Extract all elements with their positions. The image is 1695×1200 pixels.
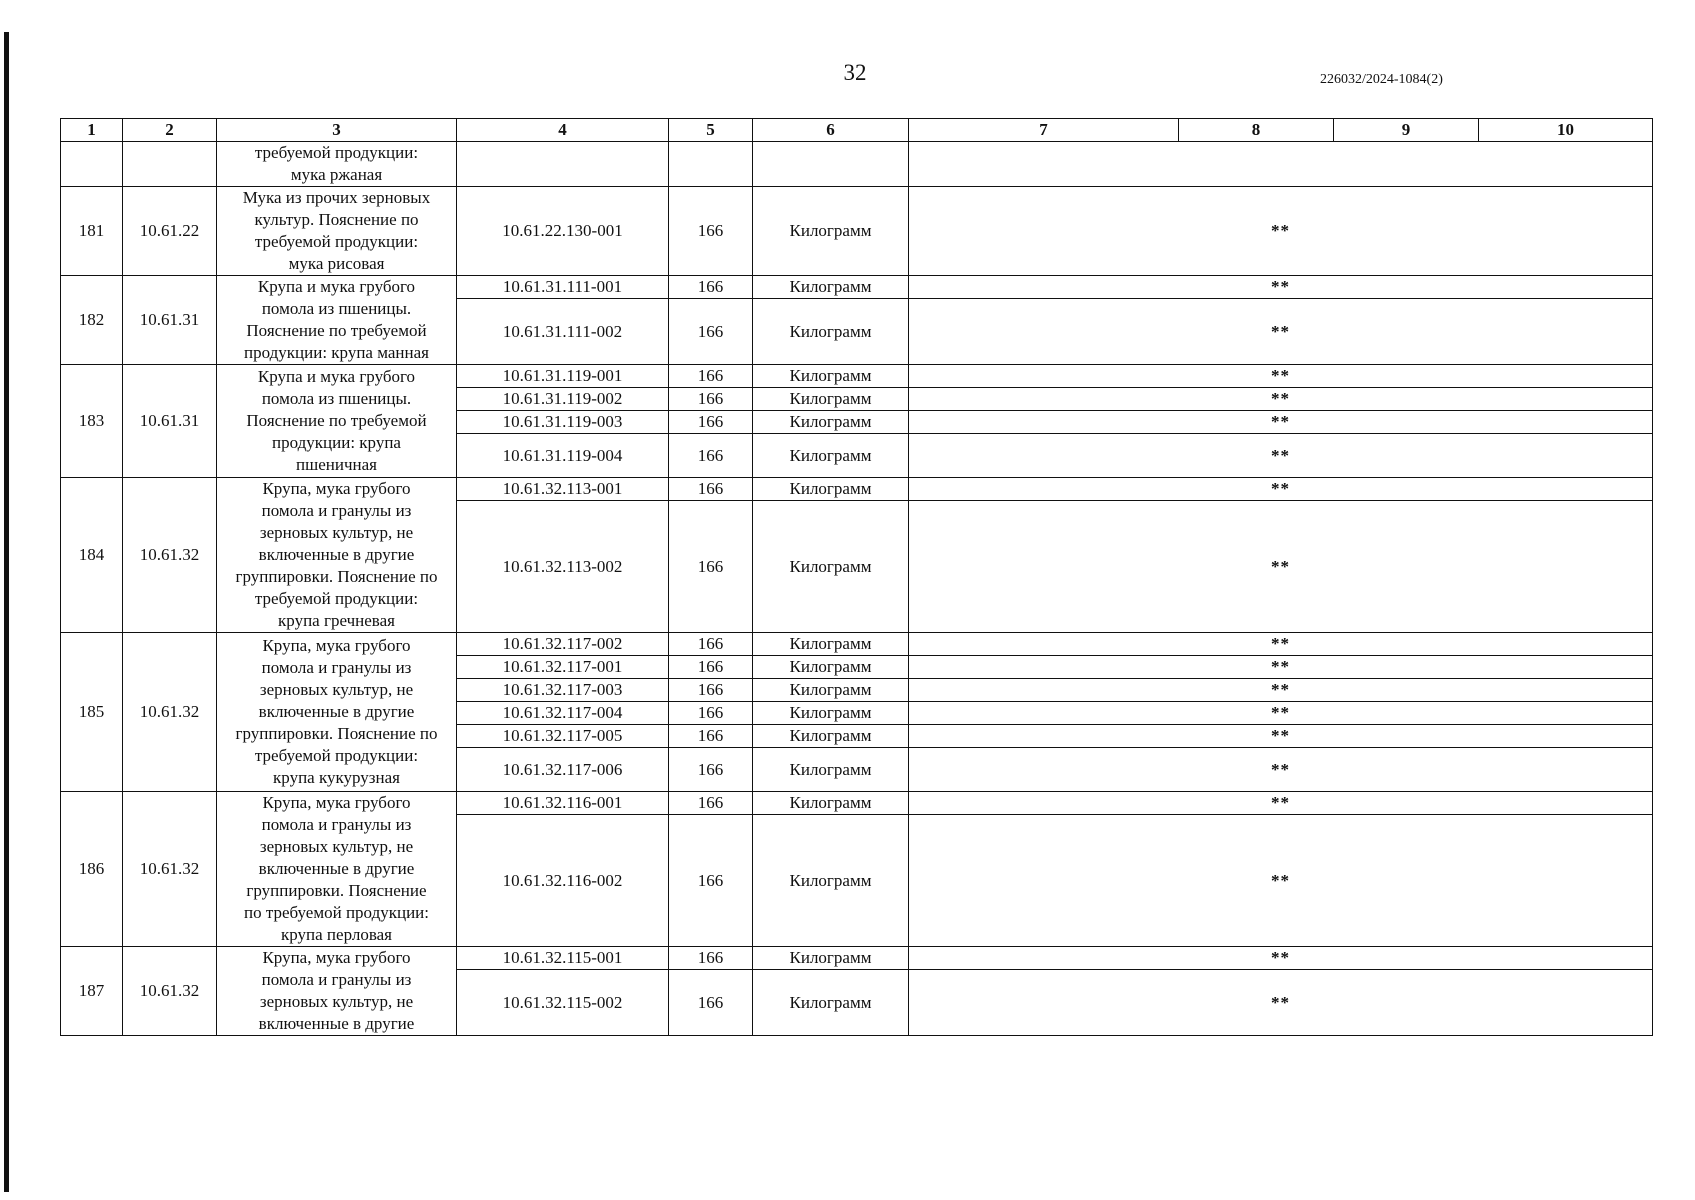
note-cell: **: [909, 656, 1653, 679]
okei-code-cell: 166: [669, 478, 753, 501]
product-name-cell: [217, 947, 457, 1036]
unit-cell: Килограмм: [753, 815, 909, 947]
table-row: [61, 276, 1653, 299]
note-cell: **: [909, 702, 1653, 725]
ktru-code-cell: 10.61.32.116-001: [457, 792, 669, 815]
okei-code-cell: 166: [669, 434, 753, 478]
document-reference: 226032/2024-1084(2): [1320, 72, 1443, 87]
specification-table: [60, 118, 1653, 1036]
okei-code-cell: 166: [669, 725, 753, 748]
product-name-line: по требуемой продукции:: [244, 903, 429, 922]
okpd-code-cell: 10.61.32: [123, 947, 217, 1036]
product-name-line: зерновых культур, не: [259, 680, 414, 699]
row-number-cell: 181: [61, 187, 123, 276]
note-cell: [909, 142, 1653, 187]
ktru-code-cell: [457, 142, 669, 187]
product-name-line: пшеничная: [296, 455, 377, 474]
product-name-line: группировки. Пояснение: [246, 881, 427, 900]
product-name-line: Крупа, мука грубого: [262, 479, 411, 498]
column-header: 2: [123, 119, 217, 142]
table-row: [61, 478, 1653, 501]
product-name-line: требуемой продукции:: [254, 143, 419, 162]
product-name-line: включенные в другие: [258, 702, 415, 721]
okpd-code-cell: 10.61.32: [123, 478, 217, 633]
ktru-code-cell: 10.61.31.119-001: [457, 365, 669, 388]
product-name-line: помола и гранулы из: [261, 815, 412, 834]
product-name-cell: [217, 792, 457, 947]
product-name-line: группировки. Пояснение по: [235, 567, 438, 586]
product-name-line: требуемой продукции:: [254, 232, 419, 251]
product-name-cell: [217, 142, 457, 187]
note-cell: **: [909, 970, 1653, 1036]
product-name-line: Крупа, мука грубого: [262, 948, 411, 967]
unit-cell: Килограмм: [753, 792, 909, 815]
product-name-line: крупа перловая: [281, 925, 392, 944]
note-cell: **: [909, 478, 1653, 501]
note-cell: **: [909, 725, 1653, 748]
ktru-code-cell: 10.61.22.130-001: [457, 187, 669, 276]
okei-code-cell: 166: [669, 792, 753, 815]
unit-cell: Килограмм: [753, 501, 909, 633]
column-header: 5: [669, 119, 753, 142]
product-name-line: Пояснение по требуемой: [246, 321, 427, 340]
product-name-line: крупа кукурузная: [273, 768, 400, 787]
ktru-code-cell: 10.61.31.119-002: [457, 388, 669, 411]
okpd-code-cell: [123, 142, 217, 187]
table-header: [61, 119, 1653, 142]
unit-cell: Килограмм: [753, 187, 909, 276]
okpd-code-cell: 10.61.32: [123, 792, 217, 947]
okei-code-cell: [669, 142, 753, 187]
okpd-code-cell: 10.61.22: [123, 187, 217, 276]
row-number-cell: 187: [61, 947, 123, 1036]
product-name-line: помола и гранулы из: [261, 658, 412, 677]
product-name-line: продукции: крупа манная: [244, 343, 429, 362]
product-name-line: включенные в другие: [258, 545, 415, 564]
ktru-code-cell: 10.61.32.117-001: [457, 656, 669, 679]
okei-code-cell: 166: [669, 411, 753, 434]
column-header: 4: [457, 119, 669, 142]
okei-code-cell: 166: [669, 299, 753, 365]
column-header: 10: [1479, 119, 1653, 142]
product-name-line: Крупа и мука грубого: [257, 367, 416, 386]
okei-code-cell: 166: [669, 276, 753, 299]
note-cell: **: [909, 792, 1653, 815]
okpd-code-cell: 10.61.31: [123, 365, 217, 478]
okei-code-cell: 166: [669, 815, 753, 947]
okei-code-cell: 166: [669, 501, 753, 633]
product-name-line: культур. Пояснение по: [254, 210, 419, 229]
unit-cell: Килограмм: [753, 411, 909, 434]
ktru-code-cell: 10.61.31.111-001: [457, 276, 669, 299]
unit-cell: Килограмм: [753, 947, 909, 970]
product-name-cell: [217, 633, 457, 792]
product-name-line: зерновых культур, не: [259, 523, 414, 542]
note-cell: **: [909, 276, 1653, 299]
ktru-code-cell: 10.61.32.115-002: [457, 970, 669, 1036]
table-row: [61, 947, 1653, 970]
note-cell: **: [909, 633, 1653, 656]
ktru-code-cell: 10.61.32.117-002: [457, 633, 669, 656]
product-name-line: продукции: крупа: [272, 433, 401, 452]
note-cell: **: [909, 365, 1653, 388]
unit-cell: Килограмм: [753, 299, 909, 365]
column-header: 8: [1179, 119, 1334, 142]
product-name-line: группировки. Пояснение по: [235, 724, 438, 743]
unit-cell: Килограмм: [753, 633, 909, 656]
note-cell: **: [909, 501, 1653, 633]
table-row-continuation: [61, 142, 1653, 187]
unit-cell: Килограмм: [753, 434, 909, 478]
product-name-cell: [217, 276, 457, 365]
page-number: 32: [843, 60, 867, 85]
unit-cell: Килограмм: [753, 702, 909, 725]
okei-code-cell: 166: [669, 970, 753, 1036]
product-name-line: Мука из прочих зерновых: [242, 188, 431, 207]
product-name-line: Крупа, мука грубого: [262, 793, 411, 812]
product-name-cell: [217, 478, 457, 633]
product-name-line: включенные в другие: [258, 859, 415, 878]
ktru-code-cell: 10.61.32.117-003: [457, 679, 669, 702]
table-row: [61, 792, 1653, 815]
note-cell: **: [909, 947, 1653, 970]
okpd-code-cell: 10.61.32: [123, 633, 217, 792]
column-header: 3: [217, 119, 457, 142]
okei-code-cell: 166: [669, 748, 753, 792]
note-cell: **: [909, 388, 1653, 411]
unit-cell: Килограмм: [753, 388, 909, 411]
row-number-cell: 184: [61, 478, 123, 633]
unit-cell: Килограмм: [753, 679, 909, 702]
okpd-code-cell: 10.61.31: [123, 276, 217, 365]
product-name-line: Пояснение по требуемой: [246, 411, 427, 430]
product-name-line: помола и гранулы из: [261, 501, 412, 520]
unit-cell: [753, 142, 909, 187]
column-header: 6: [753, 119, 909, 142]
row-number-cell: 185: [61, 633, 123, 792]
product-name-line: Крупа и мука грубого: [257, 277, 416, 296]
ktru-code-cell: 10.61.32.117-005: [457, 725, 669, 748]
unit-cell: Килограмм: [753, 276, 909, 299]
row-number-cell: 183: [61, 365, 123, 478]
okei-code-cell: 166: [669, 388, 753, 411]
unit-cell: Килограмм: [753, 748, 909, 792]
product-name-line: помола из пшеницы.: [261, 299, 412, 318]
note-cell: **: [909, 679, 1653, 702]
column-header: 1: [61, 119, 123, 142]
okei-code-cell: 166: [669, 187, 753, 276]
unit-cell: Килограмм: [753, 478, 909, 501]
scan-edge-bar: [4, 32, 9, 1192]
product-name-line: мука рисовая: [288, 254, 385, 273]
table-row: [61, 633, 1653, 656]
table-row: [61, 187, 1653, 276]
ktru-code-cell: 10.61.32.113-001: [457, 478, 669, 501]
product-name-line: зерновых культур, не: [259, 837, 414, 856]
note-cell: **: [909, 815, 1653, 947]
unit-cell: Килограмм: [753, 970, 909, 1036]
ktru-code-cell: 10.61.32.117-004: [457, 702, 669, 725]
ktru-code-cell: 10.61.31.111-002: [457, 299, 669, 365]
column-header: 7: [909, 119, 1179, 142]
okei-code-cell: 166: [669, 656, 753, 679]
product-name-line: помола и гранулы из: [261, 970, 412, 989]
product-name-line: Крупа, мука грубого: [262, 636, 411, 655]
unit-cell: Килограмм: [753, 656, 909, 679]
ktru-code-cell: 10.61.32.117-006: [457, 748, 669, 792]
product-name-line: крупа гречневая: [278, 611, 395, 630]
table-body: [61, 142, 1653, 1036]
unit-cell: Килограмм: [753, 725, 909, 748]
product-name-line: требуемой продукции:: [254, 746, 419, 765]
ktru-code-cell: 10.61.31.119-004: [457, 434, 669, 478]
unit-cell: Килограмм: [753, 365, 909, 388]
note-cell: **: [909, 411, 1653, 434]
note-cell: **: [909, 748, 1653, 792]
column-number-row: [61, 119, 1653, 142]
product-name-line: включенные в другие: [258, 1014, 415, 1033]
ktru-code-cell: 10.61.32.113-002: [457, 501, 669, 633]
row-number-cell: 182: [61, 276, 123, 365]
column-header: 9: [1334, 119, 1479, 142]
ktru-code-cell: 10.61.32.115-001: [457, 947, 669, 970]
note-cell: **: [909, 299, 1653, 365]
okei-code-cell: 166: [669, 702, 753, 725]
product-name-line: зерновых культур, не: [259, 992, 414, 1011]
row-number-cell: 186: [61, 792, 123, 947]
product-name-cell: [217, 187, 457, 276]
product-name-line: помола из пшеницы.: [261, 389, 412, 408]
product-name-line: мука ржаная: [290, 165, 383, 184]
okei-code-cell: 166: [669, 679, 753, 702]
table-row: [61, 365, 1653, 388]
okei-code-cell: 166: [669, 633, 753, 656]
ktru-code-cell: 10.61.31.119-003: [457, 411, 669, 434]
okei-code-cell: 166: [669, 947, 753, 970]
okei-code-cell: 166: [669, 365, 753, 388]
product-name-line: требуемой продукции:: [254, 589, 419, 608]
ktru-code-cell: 10.61.32.116-002: [457, 815, 669, 947]
note-cell: **: [909, 187, 1653, 276]
row-number-cell: [61, 142, 123, 187]
note-cell: **: [909, 434, 1653, 478]
product-name-cell: [217, 365, 457, 478]
